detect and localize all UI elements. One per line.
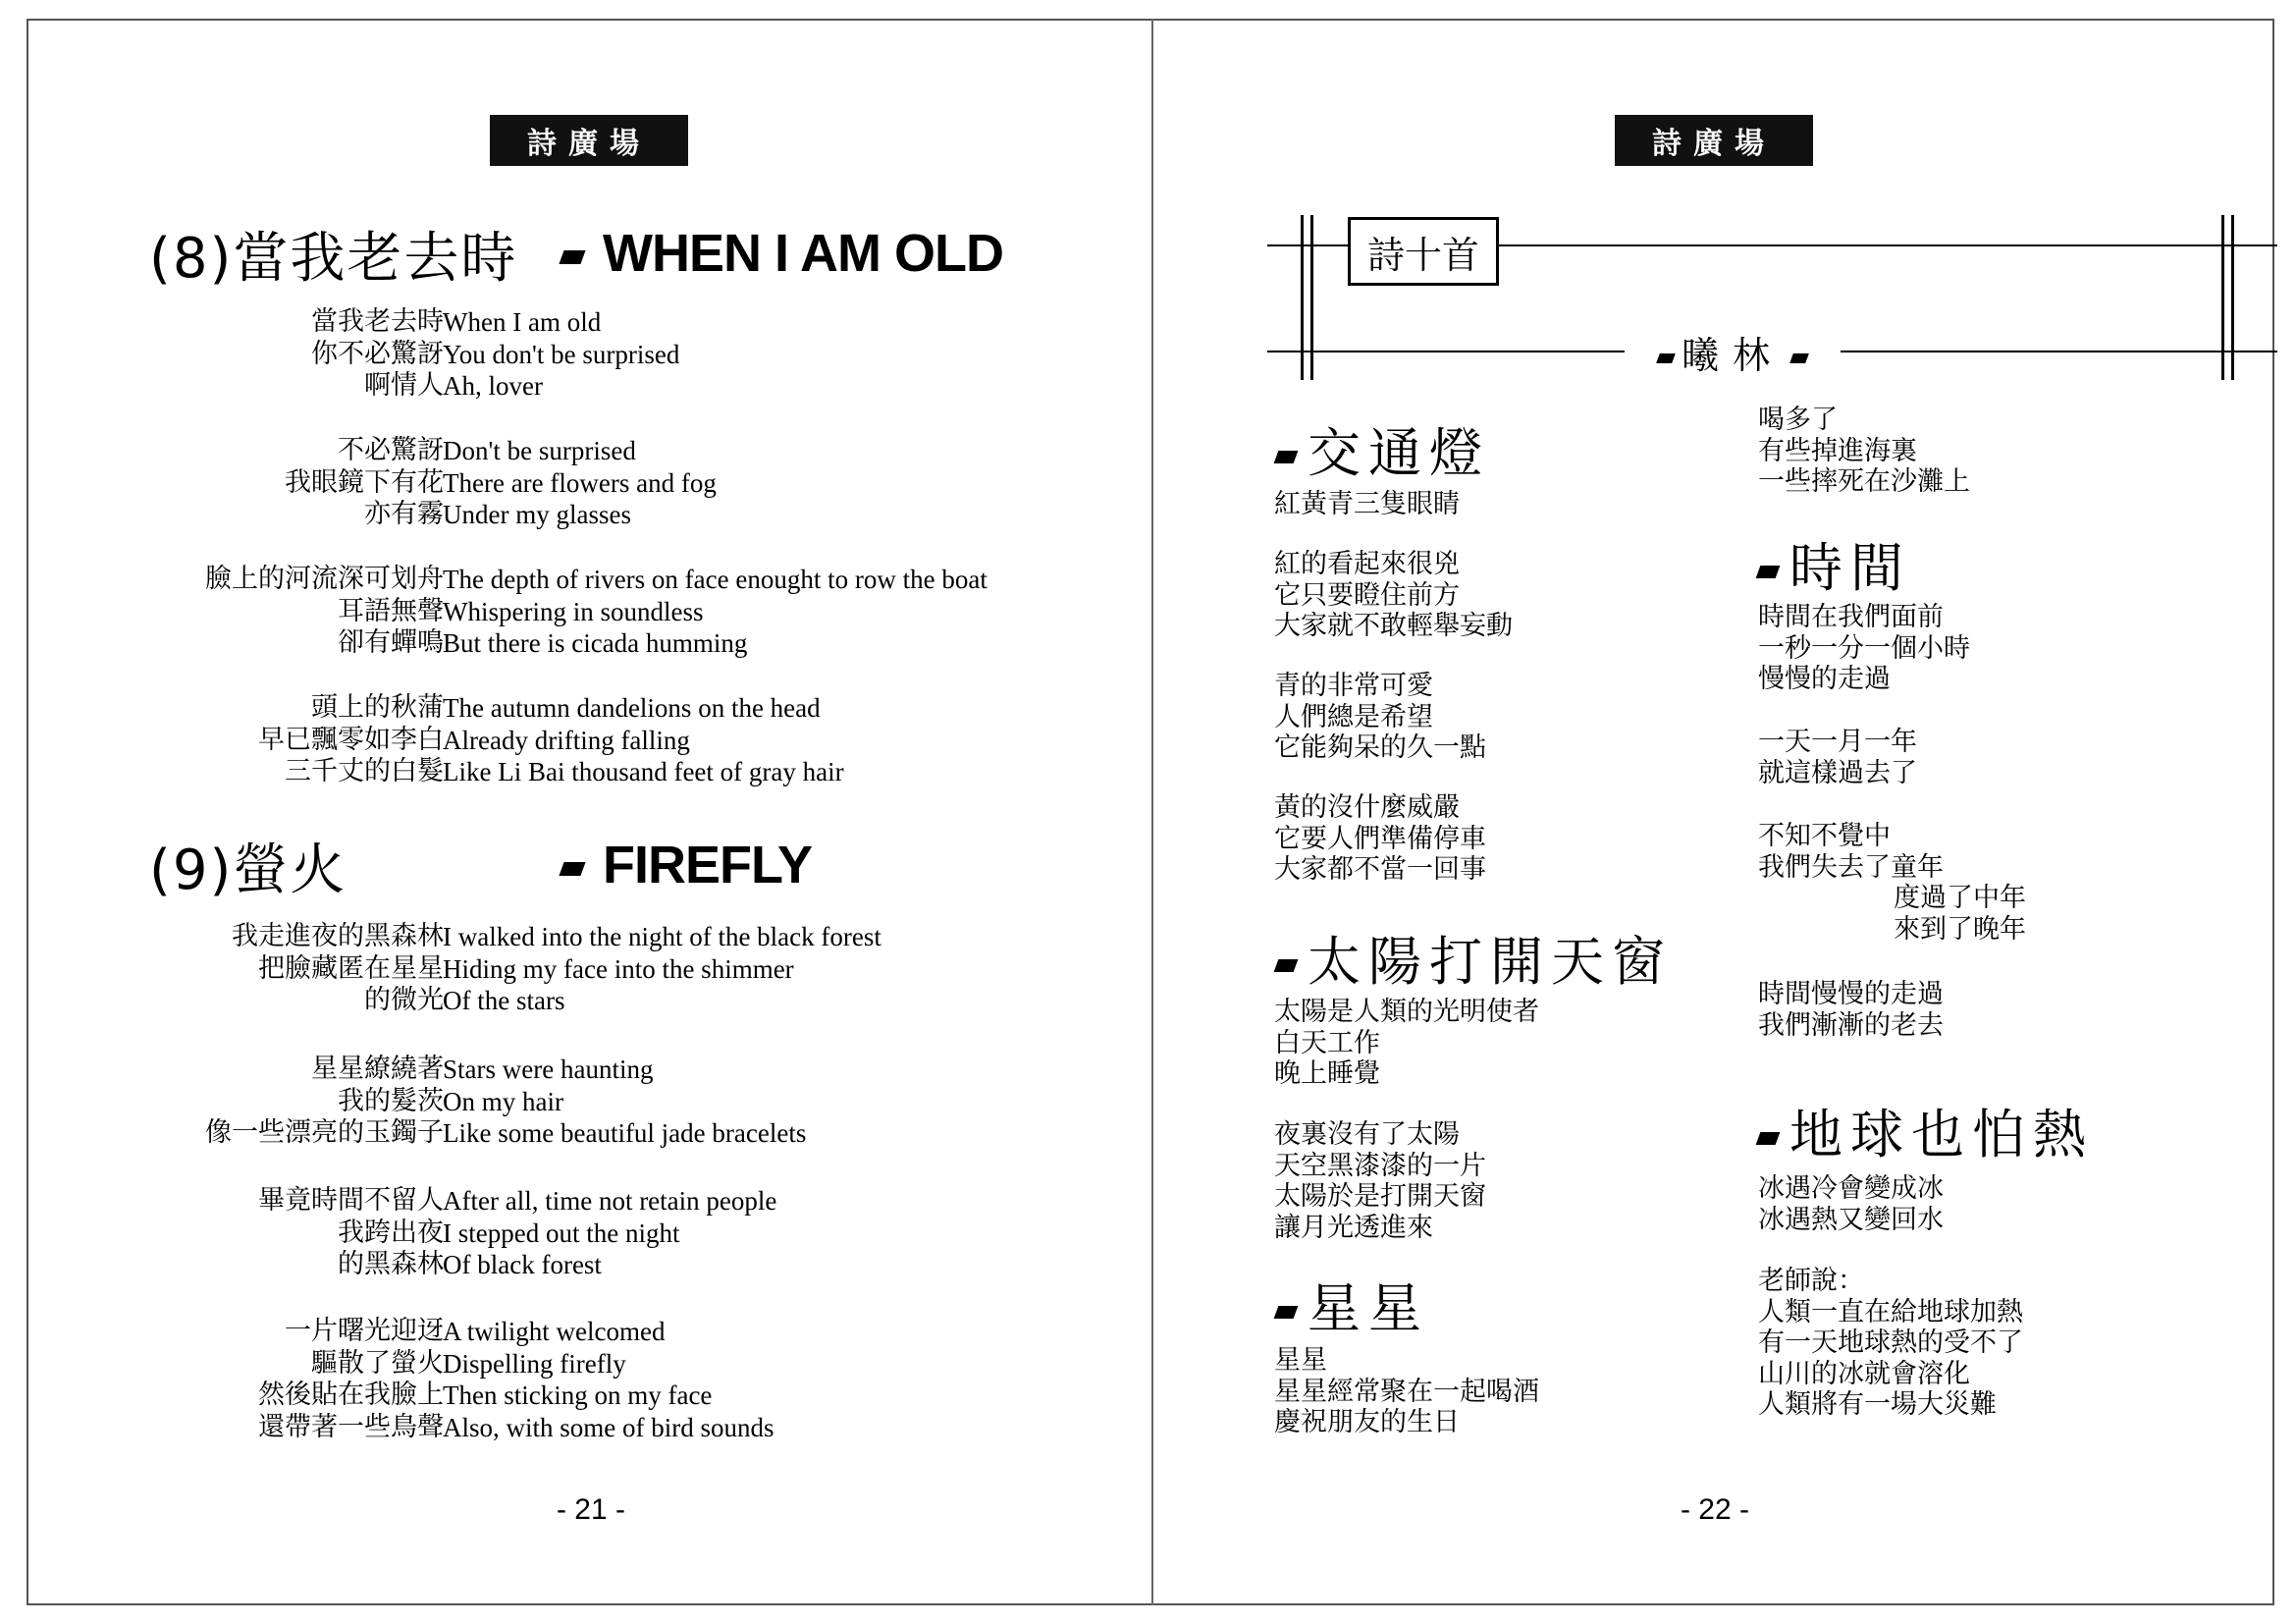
frame-post [1301,215,1304,380]
poem-line: 慶祝朋友的生日 [1274,1407,1460,1437]
frame-post [1310,215,1313,380]
poem-line [27,1412,1152,1444]
line-zh: 你不必驚訝 [311,338,444,369]
right-page [1153,19,2274,1605]
line-en: You don't be surprised [443,339,680,369]
bullet-mark-icon [1789,353,1809,363]
line-en: The depth of rivers on face enought to row the boat [443,565,988,594]
line-en: Hiding my face into the shimmer [443,953,794,984]
section-title: 詩十首 [1348,217,1499,286]
poem-line: 大家就不敢輕舉妄動 [1274,611,1513,641]
line-en: Ah, lover [443,371,543,401]
header-tag: 詩廣場 [1615,115,1813,166]
poem-line [27,1316,1152,1348]
line-en: Stars were haunting [443,1055,654,1084]
line-en: Of black forest [443,1250,602,1279]
poem-line: 人類一直在給地球加熱 [1758,1296,2023,1327]
poem-line [27,1249,1152,1281]
line-zh: 亦有霧 [364,499,444,529]
line-zh: 我跨出夜 [338,1217,444,1248]
stanza [1758,1266,2023,1421]
poem-line: 有些掉進海裏 [1758,435,1917,466]
stanza [1758,727,1917,788]
poem-line [27,306,1152,339]
line-en: When I am old [443,307,602,337]
bullet-mark-icon [1274,959,1299,972]
poem-line: 時間在我們面前 [1758,602,1944,632]
stanza [1758,405,1970,498]
poem-line [27,1348,1152,1380]
stanza [27,692,1152,788]
poem-title-en [561,223,1003,284]
stanza [1758,979,1944,1041]
poem-line: 紅的看起來很兇 [1274,549,1460,579]
stanza [1274,1345,1539,1438]
line-en: Already drifting falling [443,725,690,755]
line-zh: 頭上的秋蒲 [311,692,444,723]
poem-line [27,921,1152,953]
stanza [1758,821,2026,945]
poem-title-zh: (9)螢火 [149,839,347,902]
poem-line: 喝多了 [1758,405,1838,435]
line-en: Also, with some of bird sounds [443,1412,774,1442]
line-en: The autumn dandelions on the head [443,693,821,723]
poem-title-zh: (8)當我老去時 [149,227,518,291]
poem-line [27,435,1152,467]
header-tag: 詩廣場 [490,115,688,166]
poem-title-en-text: WHEN I AM OLD [603,224,1003,283]
line-zh: 一片曙光迎迓 [285,1316,444,1346]
poem-heading-text: 星星 [1308,1277,1429,1339]
line-zh: 我走進夜的黑森林 [232,921,444,951]
line-zh: 不必驚訝 [338,435,444,465]
poem-heading [1276,411,1490,487]
poem-line: 天空黑漆漆的一片 [1274,1150,1486,1181]
poem-line: 夜裏沒有了太陽 [1274,1119,1460,1150]
stanza [1274,671,1486,764]
poem-line: 山川的冰就會溶化 [1758,1358,1970,1389]
line-zh: 我的髮茨 [338,1085,444,1116]
poem-line: 太陽是人類的光明使者 [1274,997,1539,1027]
poem-line: 冰遇冷會變成冰 [1758,1173,1944,1204]
page-number: - 21 - [556,1493,626,1526]
stanza [1274,1119,1486,1243]
poem-line: 大家都不當一回事 [1274,854,1486,885]
poem-heading [1276,920,1673,996]
poem-line: 來到了晚年 [1894,913,2026,945]
poem-line [27,985,1152,1017]
bullet-mark-icon [1274,451,1299,463]
line-zh: 早已飄零如李白 [258,724,444,755]
poem-line: 星星經常聚在一起喝酒 [1274,1376,1539,1407]
poem-line: 一天一月一年 [1758,727,1917,757]
poem-line [27,370,1152,403]
poem-heading-text: 交通燈 [1308,422,1490,484]
poem-title-en-text: FIREFLY [603,836,813,894]
poem-heading-text: 太陽打開天窗 [1308,931,1673,993]
poem-line: 不知不覺中 [1758,821,1891,851]
line-en: But there is cicada humming [443,628,748,658]
stanza [1758,602,1970,695]
line-zh: 臉上的河流深可划舟 [205,564,444,594]
poem-line: 青的非常可愛 [1274,671,1433,701]
line-zh: 卻有蟬鳴 [338,627,444,658]
stanza [27,435,1152,531]
poem-line: 它只要瞪住前方 [1274,579,1460,611]
poem-line: 一些摔死在沙灘上 [1758,466,1970,497]
author-name [1625,325,1841,379]
line-en: A twilight welcomed [443,1317,666,1346]
poem-line [27,564,1152,596]
poem-line: 讓月光透進來 [1274,1212,1433,1243]
poem-line: 慢慢的走過 [1758,664,1891,694]
line-zh: 我眼鏡下有花 [285,466,444,498]
bullet-mark-icon [1756,566,1781,578]
frame-post [2221,215,2224,380]
bullet-mark-icon [1756,1132,1781,1145]
line-zh: 耳語無聲 [338,595,444,626]
poem-line [27,756,1152,788]
bullet-mark-icon [1274,1306,1299,1319]
poem-line [27,725,1152,757]
poem-line [27,1380,1152,1412]
bullet-mark-icon [559,250,585,264]
stanza [27,921,1152,1017]
stanza [1274,997,1539,1090]
line-en: Whispering in soundless [443,596,704,626]
poem-line: 就這樣過去了 [1758,757,1917,788]
poem-title-en [561,835,812,895]
line-en: Like Li Bai thousand feet of gray hair [443,757,844,786]
poem-heading [1276,1267,1429,1342]
poem-line: 人們總是希望 [1274,701,1433,732]
poem-line: 紅黃青三隻眼睛 [1274,489,1460,519]
line-zh: 星星繚繞著 [311,1054,444,1084]
stanza [1758,1173,1944,1235]
bullet-mark-icon [1656,353,1676,363]
line-en: Dispelling firefly [443,1348,626,1379]
line-en: I walked into the night of the black forest [443,922,881,951]
stanza [1274,489,1460,520]
poem-heading [1758,1093,2094,1168]
stanza [27,306,1152,403]
stanza [27,1316,1152,1443]
frame-post [2231,215,2234,380]
poem-line [27,1117,1152,1150]
poem-line: 一秒一分一個小時 [1758,632,1970,664]
poem-line [27,1185,1152,1218]
poem-line [27,1218,1152,1250]
poem-line: 時間慢慢的走過 [1758,979,1944,1009]
line-zh: 當我老去時 [311,306,444,337]
poem-line [27,467,1152,500]
line-en: Of the stars [443,986,565,1015]
poem-title [149,215,1003,294]
poem-line: 白天工作 [1274,1027,1380,1058]
poem-line [27,339,1152,371]
line-en: Under my glasses [443,500,631,529]
stanza [1274,792,1486,886]
line-zh: 然後貼在我臉上 [258,1380,444,1410]
line-en: Then sticking on my face [443,1380,713,1410]
poem-line: 它能夠呆的久一點 [1274,732,1486,763]
poem-line: 我們失去了童年 [1758,851,1944,883]
line-en: Don't be surprised [443,436,636,465]
poem-line: 太陽於是打開天窗 [1274,1181,1486,1212]
poem-line: 星星 [1274,1345,1327,1376]
poem-line [27,953,1152,986]
poem-line [27,596,1152,628]
poem-line: 有一天地球熱的受不了 [1758,1327,2023,1358]
poem-heading-text: 地球也怕熱 [1789,1104,2094,1165]
poem-line: 度過了中年 [1894,883,2026,913]
line-zh: 畢竟時間不留人 [258,1185,444,1216]
line-en: On my hair [443,1086,563,1116]
line-zh: 三千丈的白髮 [285,756,444,786]
line-zh: 把臉藏匿在星星 [258,952,444,984]
poem-line: 人類將有一場大災難 [1758,1389,1997,1420]
poem-line [27,499,1152,531]
stanza [27,1054,1152,1150]
poem-line: 老師說： [1758,1266,1864,1296]
line-zh: 還帶著一些鳥聲 [258,1411,444,1442]
poem-line [27,1054,1152,1086]
poem-line: 黃的沒什麼威嚴 [1274,792,1460,823]
line-en: There are flowers and fog [443,467,717,498]
line-zh: 的黑森林 [338,1249,444,1279]
left-page [27,19,1152,1605]
poem-heading-text: 時間 [1789,537,1911,599]
poem-title [149,827,813,905]
line-zh: 的微光 [364,985,444,1015]
author-text: 曦林 [1681,334,1784,377]
line-zh: 像一些漂亮的玉鐲子 [205,1117,444,1148]
stanza [27,564,1152,660]
poem-line: 冰遇熱又變回水 [1758,1204,1944,1235]
poem-heading [1758,526,1911,602]
line-en: After all, time not retain people [443,1186,777,1216]
stanza [27,1185,1152,1281]
bullet-mark-icon [559,862,585,876]
stanza [1274,549,1513,642]
line-en: Like some beautiful jade bracelets [443,1118,807,1148]
poem-line [27,1086,1152,1118]
line-en: I stepped out the night [443,1218,680,1248]
poem-line: 我們漸漸的老去 [1758,1009,1944,1041]
poem-line [27,627,1152,660]
page-number: - 22 - [1680,1493,1750,1526]
poem-line [27,692,1152,725]
line-zh: 驅散了螢火 [311,1347,444,1379]
line-zh: 啊情人 [364,370,444,401]
poem-line: 晚上睡覺 [1274,1058,1380,1089]
poem-line: 它要人們準備停車 [1274,823,1486,854]
